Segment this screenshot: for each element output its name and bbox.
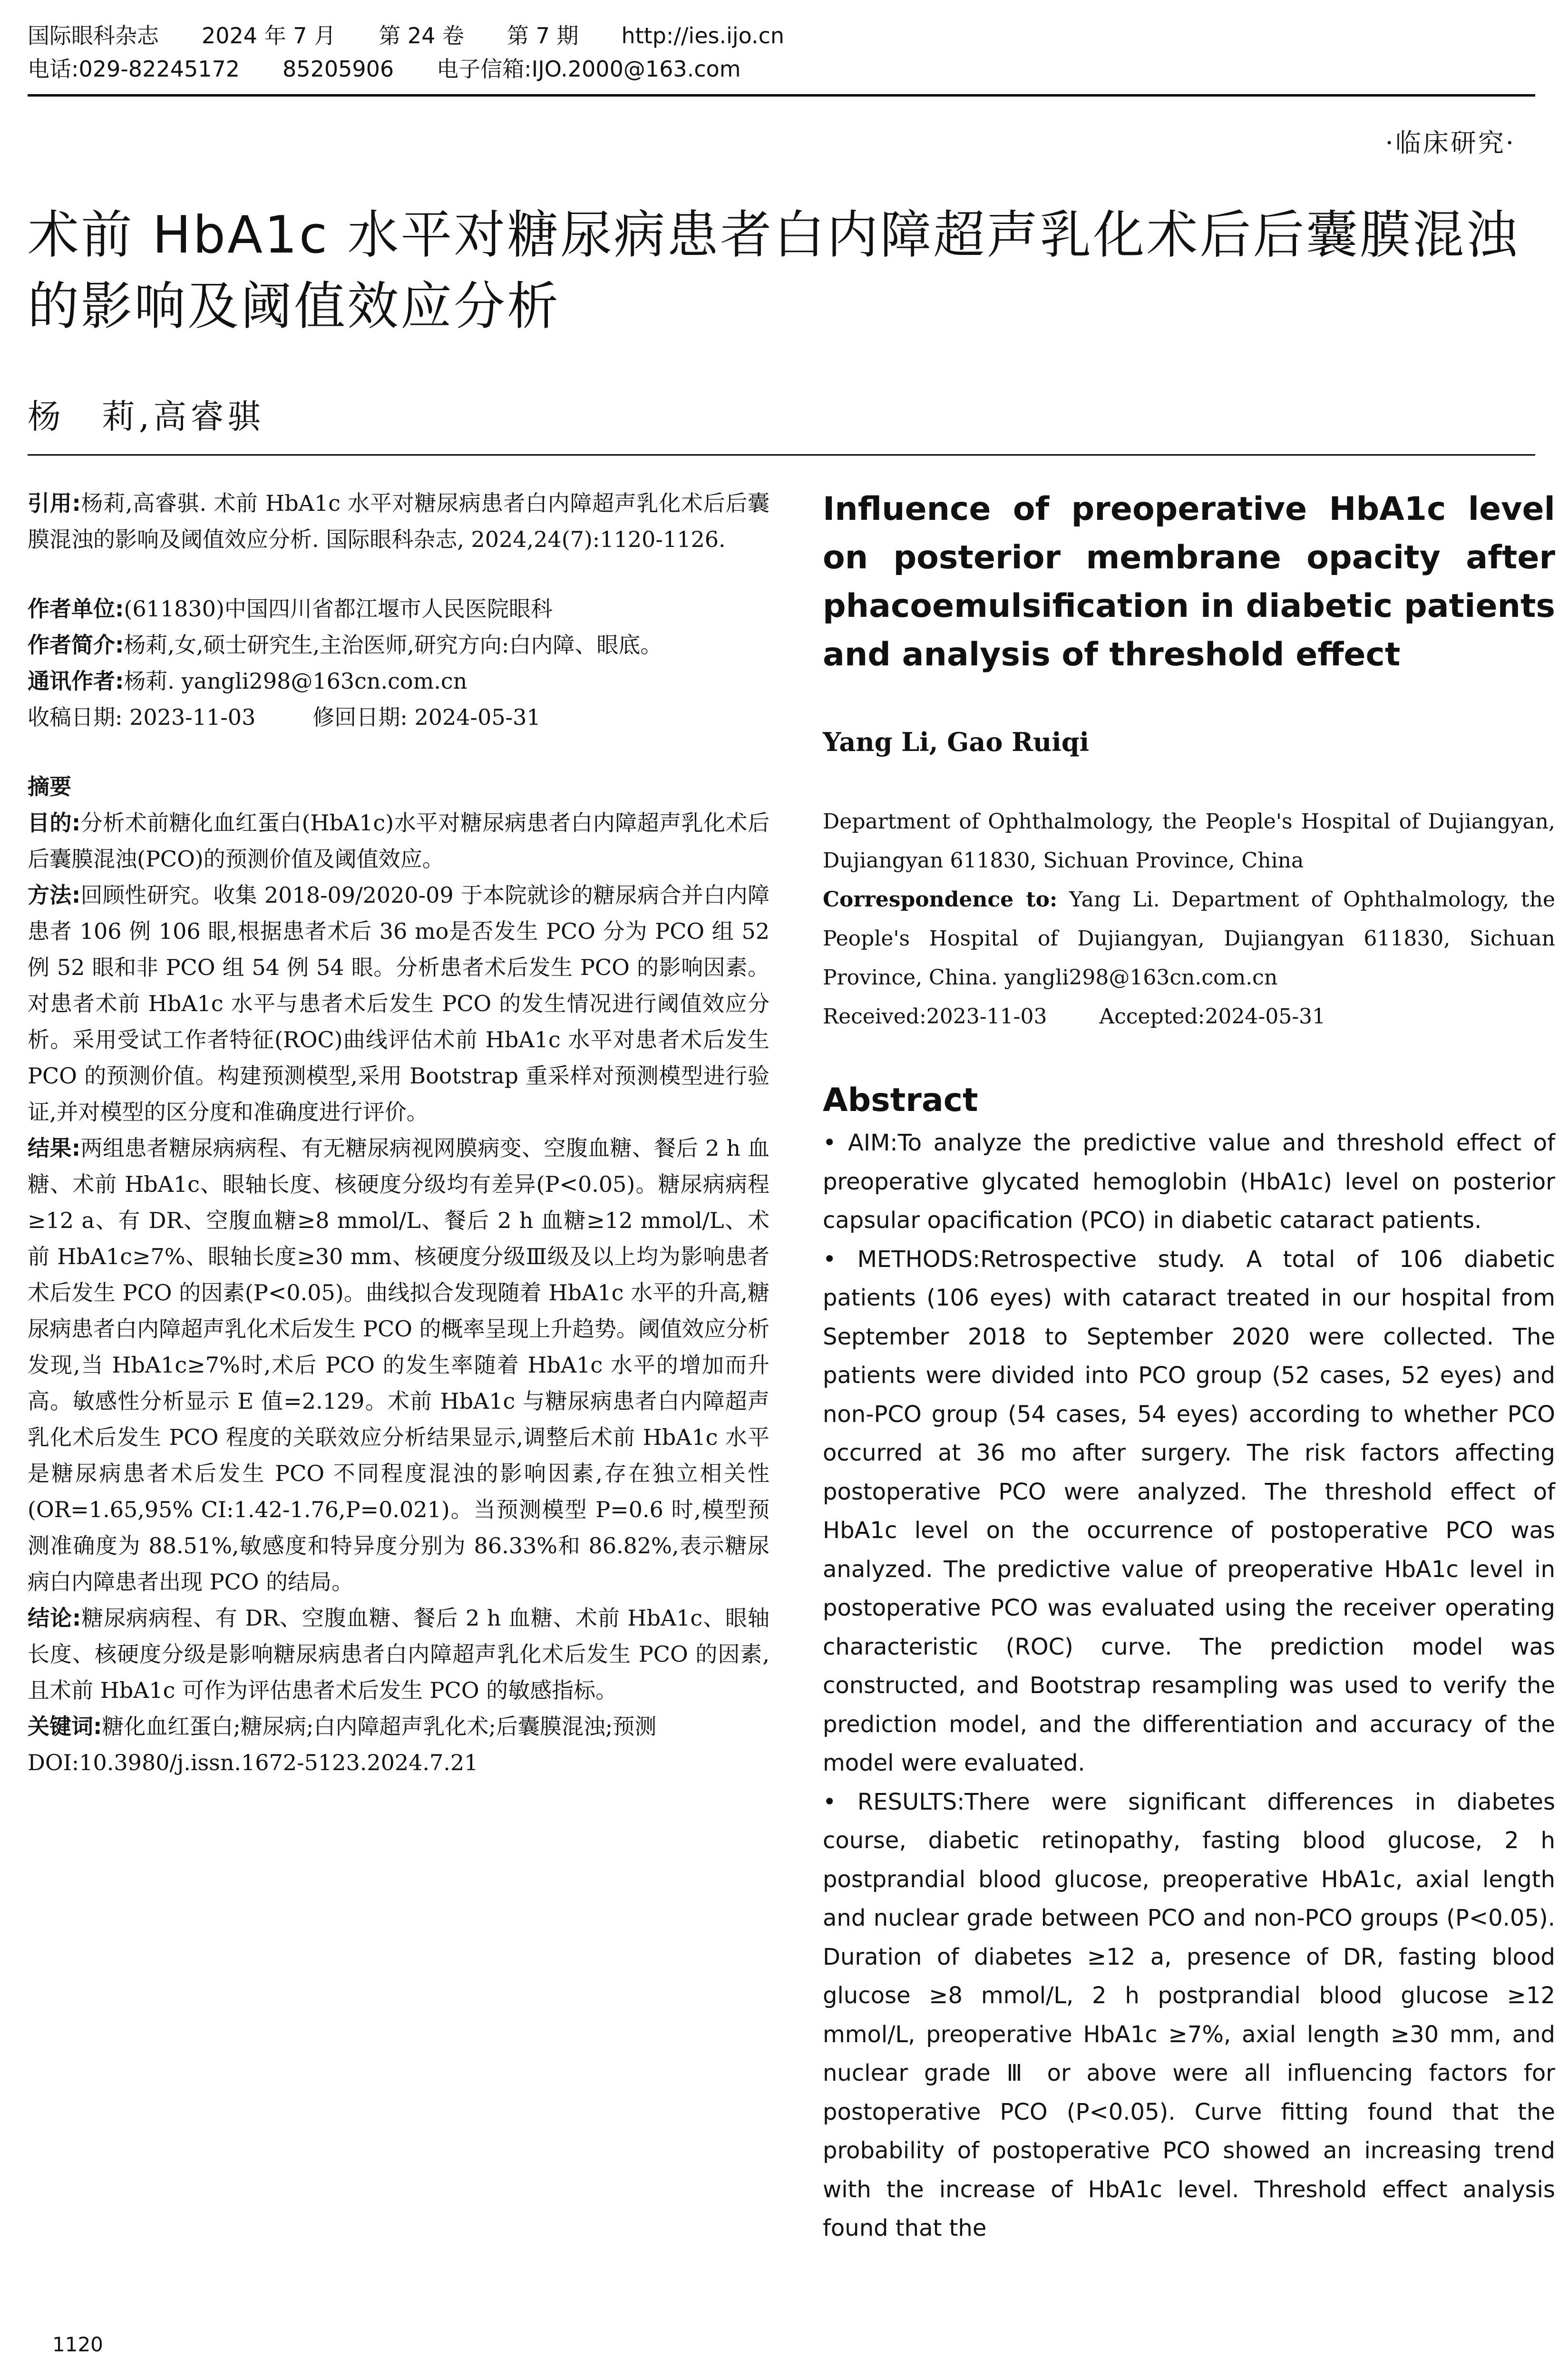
- section-tag: ·临床研究·: [1385, 128, 1516, 158]
- header-row-2: [28, 52, 1535, 86]
- bio-label: 作者简介:: [28, 632, 124, 658]
- corr-text-en: Yang Li. Department of Ophthalmology, the People's Hospital of Dujiangyan, Dujiangyan 611830, Sichuan Province, China. yangli298@163cn.com.cn: [823, 887, 1555, 990]
- header-rule: [28, 94, 1535, 97]
- results-text-cn: 两组患者糖尿病病程、有无糖尿病视网膜病变、空腹血糖、餐后 2 h 血糖、术前 HbA1c、眼轴长度、核硬度分级均有差异(P<0.05)。糖尿病病程≥12 a、有 DR、空腹血糖≥8 mmol/L、餐后 2 h 血糖≥12 mmol/L、术前 HbA1c≥7%、眼轴长度≥30 mm、核硬度分级Ⅲ级及以上均为影响患者术后发生 PCO 的因素(P<0.05)。曲线拟合发现随着 HbA1c 水平的升高,糖尿病患者白内障超声乳化术后发生 PCO 的概率呈现上升趋势。阈值效应分析发现,当 HbA1c≥7%时,术后 PCO 的发生率随着 HbA1c 水平的增加而升高。敏感性分析显示 E 值=2.129。术前 HbA1c 与糖尿病患者白内障超声乳化术后发生 PCO 程度的关联效应分析结果显示,调整后术前 HbA1c 水平是糖尿病患者术后发生 PCO 不同程度混浊的影响因素,存在独立相关性(OR=1.65,95% CI:1.42-1.76,P=0.021)。当预测模型 P=0.6 时,模型预测准确度为 88.51%,敏感度和特异度分别为 86.33%和 86.82%,表示糖尿病白内障患者出现 PCO 的结局。: [28, 1135, 769, 1595]
- corr-label-en: Correspondence to:: [823, 887, 1058, 912]
- results-text-en: There were significant differences in diabetes course, diabetic retinopathy, fasting blood glucose, 2 h postprandial blood glucose, preoperative HbA1c, axial length and nuclear grade between PCO and non-PCO groups (P<0.05). Duration of diabetes ≥12 a, presence of DR, fasting blood glucose ≥8 mmol/L, 2 h postprandial blood glucose ≥12 mmol/L, preoperative HbA1c ≥7%, axial length ≥30 mm, and nuclear grade Ⅲ or above were all influencing factors for postoperative PCO (P<0.05). Curve fitting found that the probability of postoperative PCO showed an increasing trend with the increase of HbA1c level. Threshold effect analysis found that the: [823, 1788, 1555, 2241]
- conclusion-text-cn: 糖尿病病程、有 DR、空腹血糖、餐后 2 h 血糖、术前 HbA1c、眼轴长度、核硬度分级是影响糖尿病患者白内障超声乳化术后发生 PCO 的因素,且术前 HbA1c 可作为评估患者术后发生 PCO 的敏感指标。: [28, 1605, 769, 1703]
- keywords-text-cn: 糖化血红蛋白;糖尿病;白内障超声乳化术;后囊膜混浊;预测: [102, 1714, 657, 1739]
- phone: 电话:029-82245172: [28, 56, 240, 82]
- keywords-label-cn: 关键词:: [28, 1714, 102, 1739]
- results-label-en: • RESULTS:: [823, 1788, 965, 1815]
- chinese-column: [28, 485, 769, 1781]
- corresponding-author: [28, 663, 769, 699]
- aim-en: [823, 1124, 1555, 1240]
- unit-label: 作者单位:: [28, 596, 124, 622]
- article-title-cn: 术前 HbA1c 水平对糖尿病患者白内障超声乳化术后后囊膜混浊的影响及阈值效应分析: [28, 205, 1519, 336]
- conclusion-cn: [28, 1600, 769, 1708]
- dates-en: [823, 997, 1555, 1036]
- aim-label-cn: 目的:: [28, 810, 81, 836]
- received-en: Received:2023-11-03: [823, 1004, 1047, 1029]
- unit-text: (611830)中国四川省都江堰市人民医院眼科: [124, 596, 553, 622]
- email[interactable]: 电子信箱:IJO.2000@163.com: [437, 56, 741, 82]
- results-label-cn: 结果:: [28, 1135, 81, 1161]
- volume: 第 24 卷: [379, 23, 464, 49]
- corr-label: 通讯作者:: [28, 668, 124, 694]
- methods-text-cn: 回顾性研究。收集 2018-09/2020-09 于本院就诊的糖尿病合并白内障患者 106 例 106 眼,根据患者术后 36 mo是否发生 PCO 分为 PCO 组 52 例 52 眼和非 PCO 组 54 例 54 眼。分析患者术后发生 PCO 的影响因素。对患者术前 HbA1c 水平与患者术后发生 PCO 的发生情况进行阈值效应分析。采用受试工作者特征(ROC)曲线评估术前 HbA1c 水平对患者术后发生 PCO 的预测价值。构建预测模型,采用 Bootstrap 重采样对预测模型进行验证,并对模型的区分度和准确度进行评价。: [28, 882, 769, 1125]
- citation-text: 杨莉,高睿骐. 术前 HbA1c 水平对糖尿病患者白内障超声乳化术后后囊膜混浊的影响及阈值效应分析. 国际眼科杂志, 2024,24(7):1120-1126.: [28, 490, 769, 552]
- aim-label-en: • AIM:: [823, 1130, 898, 1156]
- results-en: [823, 1783, 1555, 2248]
- abstract-en: [823, 1124, 1555, 2248]
- authors-en: Yang Li, Gao Ruiqi: [823, 727, 1090, 757]
- correspondence-en: [823, 880, 1555, 997]
- english-column: [823, 485, 1555, 2248]
- authors-rule: [28, 454, 1535, 456]
- header-row-1: [28, 19, 1535, 52]
- accepted-en: Accepted:2024-05-31: [1099, 1004, 1326, 1029]
- abstract-title-cn: 摘要: [28, 774, 71, 799]
- phone-2: 85205906: [282, 56, 394, 82]
- corr-text: 杨莉. yangli298@163cn.com.cn: [124, 668, 467, 694]
- page-number: 1120: [52, 2333, 103, 2356]
- aim-cn: [28, 805, 769, 877]
- journal-url[interactable]: http://ies.ijo.cn: [621, 23, 785, 49]
- methods-label-cn: 方法:: [28, 882, 81, 908]
- abstract-title-en: Abstract: [823, 1081, 978, 1119]
- issue-number: 第 7 期: [506, 23, 579, 49]
- affiliation-block: [823, 802, 1555, 1036]
- doi[interactable]: DOI:10.3980/j.issn.1672-5123.2024.7.21: [28, 1750, 478, 1775]
- citation: [28, 485, 769, 557]
- methods-text-en: Retrospective study. A total of 106 diabetic patients (106 eyes) with cataract treated in our hospital from September 2018 to September 2020 were collected. The patients were divided into PCO group (52 cases, 52 eyes) and non-PCO group (54 cases, 54 eyes) according to whether PCO occurred at 36 mo after surgery. The risk factors affecting postoperative PCO were analyzed. The threshold effect of HbA1c level on the occurrence of postoperative PCO was analyzed. The predictive value of preoperative HbA1c level in postoperative PCO was evaluated using the receiver operating characteristic (ROC) curve. The prediction model was constructed, and Bootstrap resampling was used to verify the prediction model, and the differentiation and accuracy of the model were evaluated.: [823, 1246, 1556, 1776]
- revised-cn: 修回日期: 2024-05-31: [312, 704, 541, 730]
- authors-cn: 杨 莉,高睿骐: [28, 397, 265, 436]
- affiliation-en: Department of Ophthalmology, the People's Hospital of Dujiangyan, Dujiangyan 611830, Sichuan Province, China: [823, 809, 1555, 873]
- author-unit: [28, 591, 769, 627]
- article-title-en: Influence of preoperative HbA1c level on posterior membrane opacity after phacoemulsification in diabetic patients and analysis of threshold effect: [823, 490, 1555, 673]
- aim-text-en: To analyze the predictive value and threshold effect of preoperative glycated hemoglobin (HbA1c) level on posterior capsular opacification (PCO) in diabetic cataract patients.: [823, 1130, 1555, 1234]
- bio-text: 杨莉,女,硕士研究生,主治医师,研究方向:白内障、眼底。: [124, 632, 662, 658]
- methods-label-en: • METHODS:: [823, 1246, 981, 1273]
- conclusion-label-cn: 结论:: [28, 1605, 81, 1631]
- methods-cn: [28, 877, 769, 1130]
- issue-date: 2024 年 7 月: [202, 23, 336, 49]
- received-cn: 收稿日期: 2023-11-03: [28, 704, 256, 730]
- keywords-cn: [28, 1708, 769, 1744]
- journal-name: 国际眼科杂志: [28, 23, 159, 49]
- dates-cn: [28, 699, 769, 735]
- journal-header: [28, 19, 1535, 86]
- citation-label: 引用:: [28, 490, 81, 516]
- author-bio: [28, 627, 769, 663]
- results-cn: [28, 1130, 769, 1600]
- aim-text-cn: 分析术前糖化血红蛋白(HbA1c)水平对糖尿病患者白内障超声乳化术后后囊膜混浊(PCO)的预测价值及阈值效应。: [28, 810, 769, 872]
- methods-en: [823, 1240, 1555, 1783]
